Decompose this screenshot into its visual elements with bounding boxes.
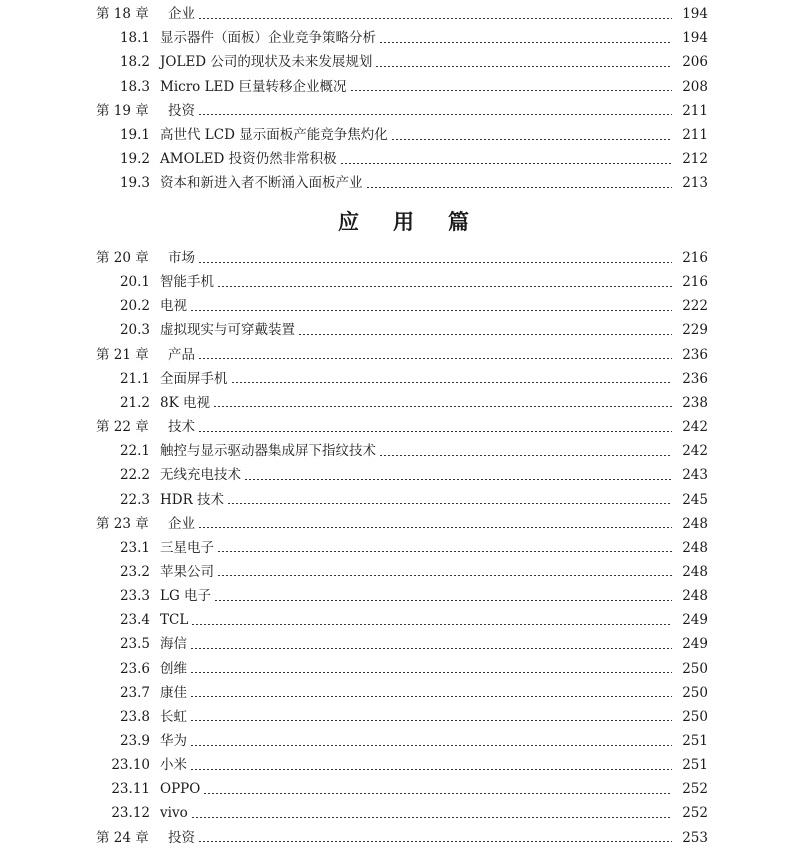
chapter-title: 产品 [168,346,195,363]
section-title: AMOLED 投资仍然非常积极 [160,151,337,168]
toc-chapter-row [0,826,807,850]
section-number: 19.2 [119,151,150,168]
section-number: 23.6 [119,660,150,677]
toc-section-row [0,147,807,171]
dot-leader [217,575,672,576]
page-number: 236 [682,370,708,387]
chapter-title: 投资 [168,102,195,119]
chapter-number: 第 23 章 [96,515,149,532]
toc-chapter-row [0,246,807,270]
section-title: JOLED 公司的现状及未来发展规划 [160,54,373,71]
page-number: 211 [682,127,708,143]
page-number: 208 [682,78,708,95]
section-number: 23.11 [111,781,150,798]
dot-leader [391,139,672,140]
toc-section-row [0,657,807,681]
dot-leader [191,817,672,818]
page-number: 216 [682,274,708,291]
chapter-title: 投资 [168,829,195,846]
toc-section-row [0,777,807,801]
section-number: 23.2 [119,563,150,580]
page-number: 250 [682,660,708,677]
chapter-number: 第 24 章 [96,829,149,846]
chapter-number: 第 18 章 [96,6,149,22]
section-number: 23.5 [119,636,150,653]
section-title: OPPO [160,781,201,798]
toc-section-row [0,632,807,656]
dot-leader [190,720,672,721]
section-title: 无线充电技术 [160,467,241,484]
page-number: 253 [682,829,708,846]
toc-chapter-row [0,2,807,26]
section-title: TCL [160,612,189,629]
dot-leader [214,600,672,601]
section-title: 康佳 [160,684,187,701]
section-title: 苹果公司 [160,563,214,580]
section-number: 18.2 [119,54,150,71]
section-title: Micro LED 巨量转移企业概况 [160,78,347,95]
toc-section-row [0,318,807,342]
section-title: 电视 [160,298,187,315]
dot-leader [190,310,672,311]
chapter-number: 第 22 章 [96,419,149,436]
toc-section-row [0,391,807,415]
toc-section-row [0,536,807,560]
page-number: 248 [682,588,708,605]
page-number: 216 [682,250,708,266]
page-number: 194 [682,30,708,47]
chapter-title: 企业 [168,515,195,532]
section-number: 23.1 [119,539,150,556]
section-title: 长虹 [160,708,187,725]
section-number: 23.12 [111,805,150,822]
toc-section-row [0,753,807,777]
section-title: 智能手机 [160,274,214,291]
dot-leader [227,503,672,504]
dot-leader [198,358,672,359]
toc-section-row [0,50,807,74]
section-number: 23.4 [119,612,150,629]
dot-leader [198,114,672,115]
dot-leader [191,624,672,625]
section-number: 22.2 [119,467,150,484]
section-number: 22.1 [119,443,150,460]
page-number: 252 [682,781,708,798]
section-number: 20.2 [119,298,150,315]
toc-chapter-row [0,415,807,439]
dot-leader [198,431,672,432]
page-number: 206 [682,54,708,71]
page-number: 229 [682,322,708,339]
section-number: 22.3 [119,491,150,508]
part-heading: 应用篇 [338,209,503,234]
section-number: 23.8 [119,708,150,725]
chapter-number: 第 19 章 [96,102,149,119]
dot-leader [198,841,672,842]
toc-section-row [0,123,807,147]
section-number: 18.3 [119,78,150,95]
toc-section-row [0,729,807,753]
page-number: 252 [682,805,708,822]
section-title: 高世代 LCD 显示面板产能竞争焦灼化 [160,127,388,143]
toc-section-row [0,463,807,487]
toc-chapter-row [0,99,807,123]
page-number: 194 [682,6,708,22]
dot-leader [340,163,672,164]
dot-leader [244,479,672,480]
toc-section-row [0,681,807,705]
dot-leader [366,187,673,188]
section-title: 全面屏手机 [160,370,228,387]
toc-section-row [0,26,807,50]
section-number: 18.1 [119,30,150,47]
toc-section-row [0,171,807,195]
toc-section-row [0,705,807,729]
toc-section-row [0,270,807,294]
toc-section-row [0,367,807,391]
section-number: 23.10 [111,757,150,774]
page-number: 222 [682,298,708,315]
page-number: 249 [682,612,708,629]
dot-leader [217,286,672,287]
toc-section-row [0,560,807,584]
section-title: 小米 [160,757,187,774]
section-title: 三星电子 [160,539,214,556]
chapter-number: 第 21 章 [96,346,149,363]
dot-leader [190,648,672,649]
section-title: vivo [160,805,188,822]
chapter-number: 第 20 章 [96,250,149,266]
page-number: 248 [682,515,708,532]
section-number: 21.1 [119,370,150,387]
section-title: 资本和新进入者不断涌入面板产业 [160,175,363,192]
page-number: 212 [682,151,708,168]
section-number: 21.2 [119,394,150,411]
section-number: 23.9 [119,733,150,749]
chapter-title: 技术 [168,419,195,436]
dot-leader [190,745,672,746]
dot-leader [190,769,672,770]
page-number: 249 [682,636,708,653]
section-title: 显示器件（面板）企业竞争策略分析 [160,30,376,47]
section-title: 创维 [160,660,187,677]
dot-leader [298,334,672,335]
page-number: 242 [682,443,708,460]
chapter-title: 市场 [168,250,195,266]
dot-leader [350,90,672,91]
dot-leader [379,42,672,43]
section-number: 20.3 [119,322,150,339]
dot-leader [375,66,672,67]
toc-chapter-row [0,343,807,367]
section-number: 19.1 [119,127,150,143]
section-title: 8K 电视 [160,394,210,411]
chapter-title: 企业 [168,6,195,22]
dot-leader [198,18,672,19]
dot-leader [190,696,672,697]
section-title: LG 电子 [160,588,212,605]
dot-leader [203,793,672,794]
toc-section-row [0,439,807,463]
section-number: 23.3 [119,588,150,605]
dot-leader [198,262,672,263]
page-number: 242 [682,419,708,436]
page-number: 245 [682,491,708,508]
toc-section-row [0,584,807,608]
section-title: HDR 技术 [160,491,225,508]
dot-leader [198,527,672,528]
section-number: 20.1 [119,274,150,291]
toc-section-row [0,294,807,318]
dot-leader [213,406,672,407]
section-title: 虚拟现实与可穿戴装置 [160,322,295,339]
page-number: 251 [682,733,708,749]
page-number: 243 [682,467,708,484]
section-title: 触控与显示驱动器集成屏下指纹技术 [160,443,376,460]
page-number: 248 [682,563,708,580]
toc-section-row [0,801,807,825]
page-number: 250 [682,708,708,725]
section-title: 海信 [160,636,187,653]
page-number: 236 [682,346,708,363]
dot-leader [190,672,672,673]
dot-leader [217,551,672,552]
section-title: 华为 [160,733,187,749]
page-number: 213 [682,175,708,192]
toc-chapter-row [0,512,807,536]
page-number: 238 [682,394,708,411]
toc-section-row [0,75,807,99]
page-number: 250 [682,684,708,701]
page-number: 251 [682,757,708,774]
toc-section-row [0,608,807,632]
toc-section-row [0,488,807,512]
section-number: 23.7 [119,684,150,701]
dot-leader [231,382,673,383]
section-number: 19.3 [119,175,150,192]
page-number: 211 [682,102,708,119]
page-number: 248 [682,539,708,556]
dot-leader [379,455,672,456]
